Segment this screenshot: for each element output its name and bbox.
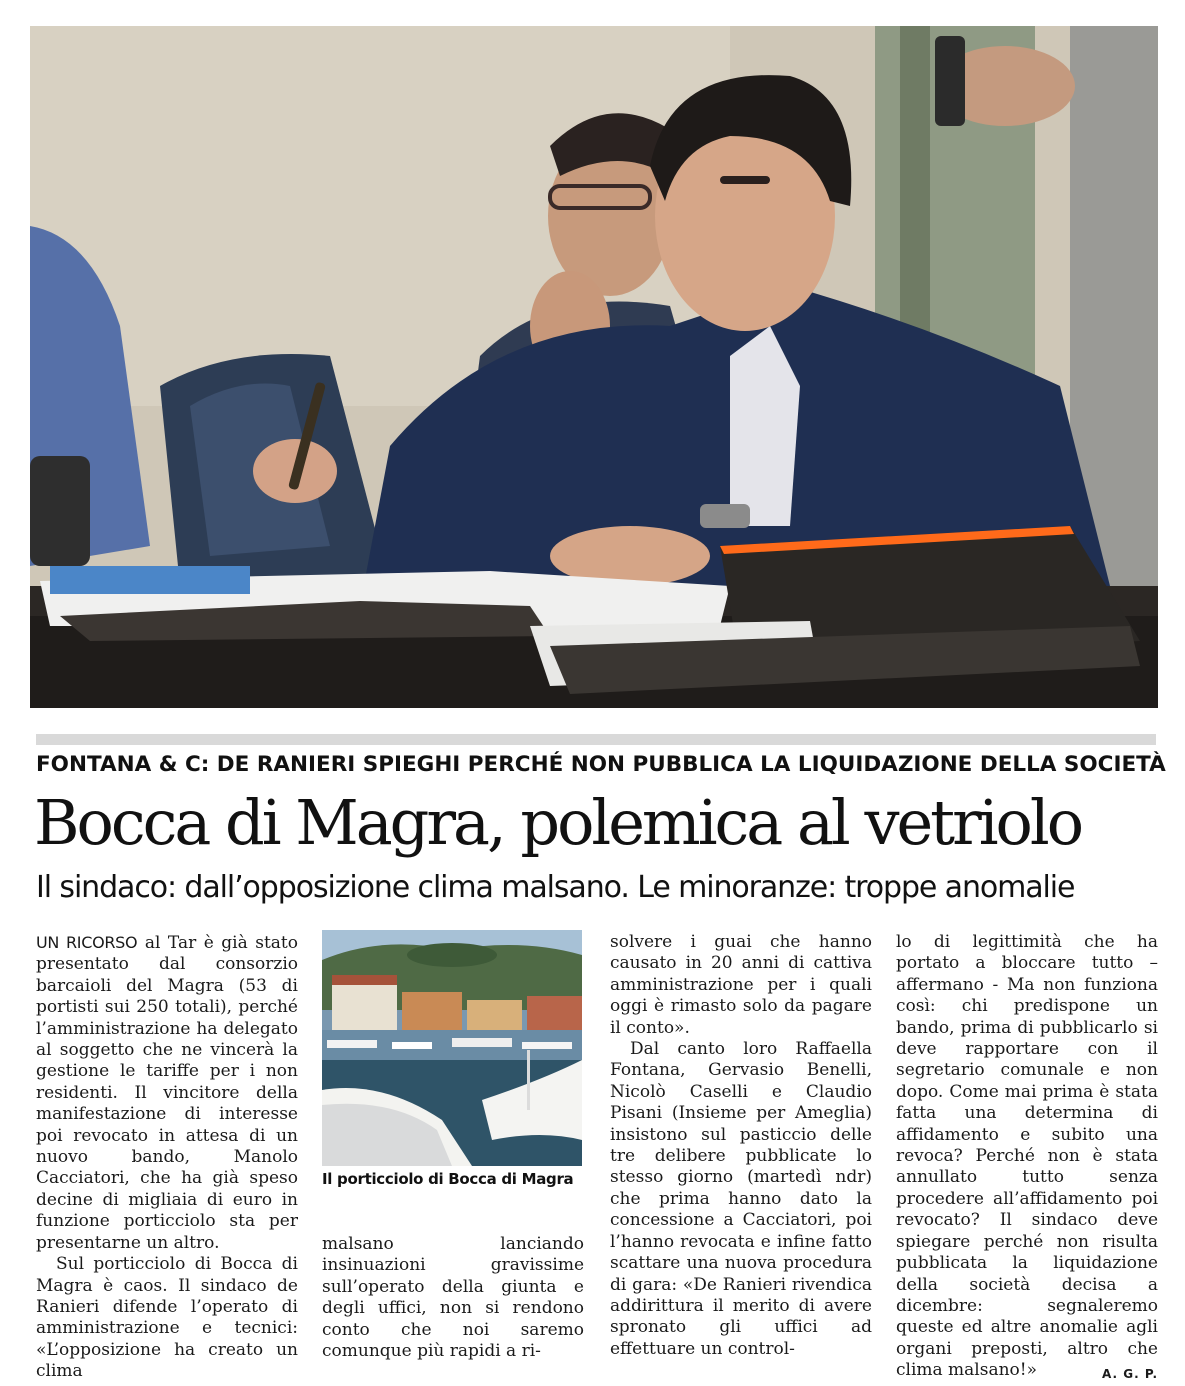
article-paragraph: malsano lanciando insinuazioni gravissime sull’operato della giunta e degli uffici, non si rendono conto che noi saremo comunque più rapidi a ri- (322, 1234, 584, 1362)
article-column-2 (322, 1234, 584, 1362)
article-paragraph: Dal canto loro Raffaella Fontana, Gervasio Benelli, Nicolò Caselli e Claudio Pisani (Insieme per Ameglia) insistono sul pasticcio delle tre delibere pubblicate lo stesso giorno (martedì ndr) che prima hanno dato la concessione a Cacciatori, poi l’hanno revocata e infine fatto scattare una nuova procedura di gara: «De Ranieri rivendica addirittura il merito di avere spronato gli uffici ad effettuare un control- (610, 1039, 872, 1359)
inset-caption: Il porticciolo di Bocca di Magra (322, 1170, 574, 1188)
article-paragraph (36, 932, 298, 1254)
article-paragraph-text: lo di legittimità che ha portato a bloccare tutto – affermano - Ma non funziona così: chi predispone un bando, prima di pubblicarlo si deve rapportare con il segretario comunale e non dopo. Come mai prima è stata fatta una determina di affidamento e subito una revoca? Perché non è stata annullato tutto senza procedere all’affidamento poi revocato? Il sindaco deve spiegare perché non risulta pubblicata la liquidazione della società decisa a dicembre: segnaleremo queste ed altre anomalie agli organi preposti, altro che clima malsano!» (896, 932, 1158, 1381)
article-paragraph: Sul porticciolo di Bocca di Magra è caos. Il sindaco de Ranieri difende l’operato di amministrazione e tecnici: «L’opposizione ha creato un clima (36, 1254, 298, 1382)
main-photo-illustration (30, 26, 1158, 708)
article-lead: UN RICORSO (36, 933, 138, 952)
author-signature: A. G. P. (1102, 1367, 1158, 1382)
inset-photo (322, 930, 582, 1166)
main-photo (30, 26, 1158, 708)
article-column-1 (36, 932, 298, 1383)
header-rule (36, 734, 1156, 745)
kicker: FONTANA & C: DE RANIERI SPIEGHI PERCHÉ NON PUBBLICA LA LIQUIDAZIONE DELLA SOCIETÀ (36, 752, 1166, 777)
harbor-photo-illustration (322, 930, 582, 1166)
subtitle: Il sindaco: dall’opposizione clima malsano. Le minoranze: troppe anomalie (36, 870, 1075, 905)
article-column-3 (610, 932, 872, 1360)
page-title: Bocca di Magra, polemica al vetriolo (34, 786, 1082, 859)
article-paragraph: solvere i guai che hanno causato in 20 anni di cattiva amministrazione per i quali oggi è rimasto solo da pagare il conto». (610, 932, 872, 1038)
article-paragraph-text: al Tar è già stato presentato dal consorzio barcaioli del Magra (53 di portisti sui 250 totali), perché l’amministrazione ha delegato al soggetto che ne vincerà la gestione le tariffe per i non residenti. Il vincitore della manifestazione di interesse poi revocato in attesa di un nuovo bando, Manolo Cacciatori, che ha già speso decine di migliaia di euro in funzione porticciolo sta per presentarne un altro. (36, 933, 298, 1253)
article-paragraph (896, 932, 1158, 1382)
article-column-4 (896, 932, 1158, 1386)
